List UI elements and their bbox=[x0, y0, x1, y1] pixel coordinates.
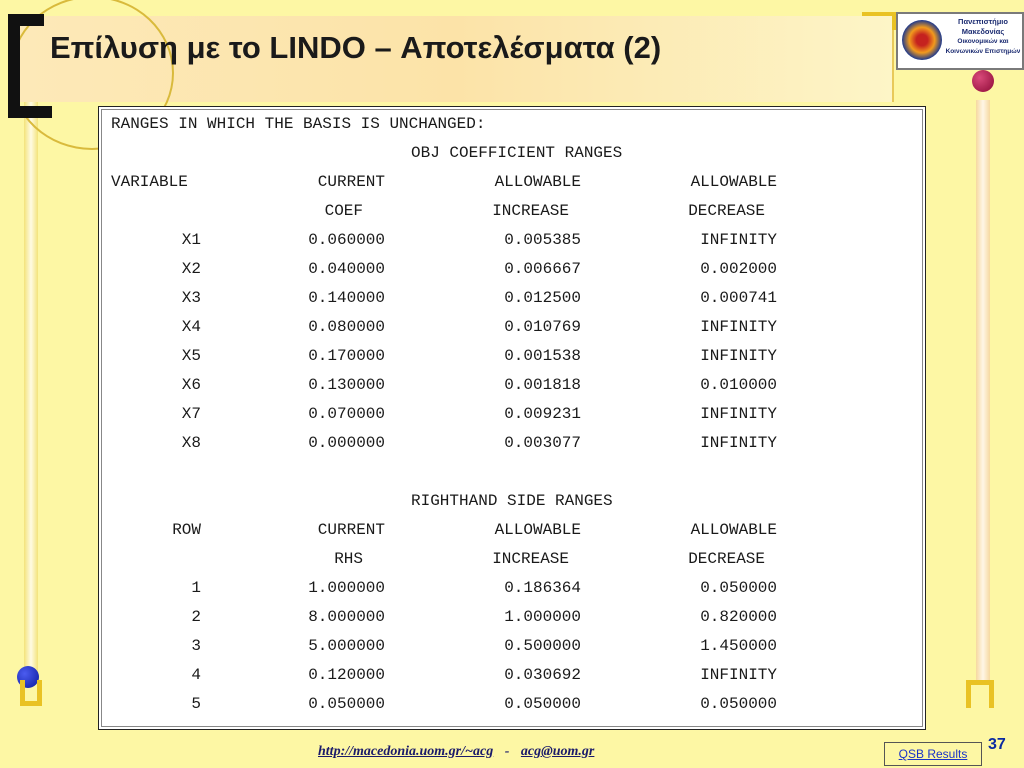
obj-table-cell: 0.070000 bbox=[308, 405, 385, 423]
footer-links: http://macedonia.uom.gr/~acg - acg@uom.gr bbox=[318, 744, 595, 759]
obj-table-cell: 0.001818 bbox=[504, 376, 581, 394]
obj-table-cell: X6 bbox=[181, 376, 201, 394]
rhs-table-cell: 0.030692 bbox=[504, 666, 581, 684]
obj-table-cell: 0.080000 bbox=[308, 318, 385, 336]
rhs-table-cell: 0.050000 bbox=[308, 695, 385, 713]
obj-table-cell: X8 bbox=[181, 434, 201, 452]
bracket-decor bbox=[8, 14, 28, 118]
site-link[interactable]: http://macedonia.uom.gr/~acg bbox=[318, 744, 494, 759]
obj-table-cell: 0.006667 bbox=[504, 260, 581, 278]
obj-table-cell: 0.002000 bbox=[700, 260, 777, 278]
obj-table-cell: 0.040000 bbox=[308, 260, 385, 278]
rhs-table-cell: 0.120000 bbox=[308, 666, 385, 684]
obj-table-cell: X4 bbox=[181, 318, 201, 336]
email-link[interactable]: acg@uom.gr bbox=[520, 744, 595, 759]
obj-table-cell: INFINITY bbox=[700, 318, 777, 336]
rhs-table-cell: 2 bbox=[191, 608, 201, 626]
corner-decor-bottom-left bbox=[20, 680, 42, 706]
obj-table-cell: 0.010769 bbox=[504, 318, 581, 336]
corner-decor-bottom-right bbox=[966, 680, 994, 708]
rhs-table-cell: 8.000000 bbox=[308, 608, 385, 626]
qsb-results-button[interactable]: QSB Results bbox=[884, 742, 982, 766]
obj-header-cell: ALLOWABLE bbox=[690, 173, 777, 191]
rhs-table-cell: 1.450000 bbox=[700, 637, 777, 655]
obj-table-cell: X7 bbox=[181, 405, 201, 423]
rhs-header-cell: RHS bbox=[334, 550, 363, 568]
obj-header-cell: COEF bbox=[324, 202, 363, 220]
rhs-header-cell: CURRENT bbox=[317, 521, 385, 539]
right-decor-bar bbox=[976, 100, 990, 680]
rhs-header-cell: ALLOWABLE bbox=[494, 521, 581, 539]
rhs-section-title: RIGHTHAND SIDE RANGES bbox=[411, 492, 613, 510]
obj-table-cell: X3 bbox=[181, 289, 201, 307]
rhs-header-cell: DECREASE bbox=[688, 550, 765, 568]
obj-header-cell: VARIABLE bbox=[111, 173, 188, 191]
rhs-table-cell: 1 bbox=[191, 579, 201, 597]
obj-header-cell: ALLOWABLE bbox=[494, 173, 581, 191]
obj-table-cell: 0.170000 bbox=[308, 347, 385, 365]
rhs-table-cell: 3 bbox=[191, 637, 201, 655]
rhs-table-cell: 0.050000 bbox=[504, 695, 581, 713]
obj-table-cell: X1 bbox=[181, 231, 201, 249]
obj-table-cell: 0.001538 bbox=[504, 347, 581, 365]
obj-table-cell: 0.003077 bbox=[504, 434, 581, 452]
emblem-icon bbox=[902, 20, 942, 60]
rhs-table-cell: 1.000000 bbox=[504, 608, 581, 626]
obj-table-cell: 0.000000 bbox=[308, 434, 385, 452]
obj-table-cell: 0.130000 bbox=[308, 376, 385, 394]
obj-table-cell: X2 bbox=[181, 260, 201, 278]
obj-header-cell: INCREASE bbox=[492, 202, 569, 220]
rhs-table-cell: 1.000000 bbox=[308, 579, 385, 597]
corner-decor bbox=[862, 12, 896, 30]
rhs-header-cell: ROW bbox=[172, 521, 201, 539]
obj-header-cell: CURRENT bbox=[317, 173, 385, 191]
rhs-table-cell: 0.050000 bbox=[700, 579, 777, 597]
obj-table-cell: 0.000741 bbox=[700, 289, 777, 307]
obj-section-title: OBJ COEFFICIENT RANGES bbox=[411, 144, 623, 162]
rhs-header-cell: ALLOWABLE bbox=[690, 521, 777, 539]
rhs-table-cell: 5 bbox=[191, 695, 201, 713]
university-logo bbox=[896, 12, 1024, 70]
red-dot-decor bbox=[972, 70, 994, 92]
slide-title: Επίλυση με το LINDO – Αποτελέσματα (2) bbox=[50, 30, 662, 65]
obj-table-cell: 0.012500 bbox=[504, 289, 581, 307]
obj-table-cell: X5 bbox=[181, 347, 201, 365]
obj-table-cell: INFINITY bbox=[700, 405, 777, 423]
obj-table-cell: 0.010000 bbox=[700, 376, 777, 394]
rhs-header-cell: INCREASE bbox=[492, 550, 569, 568]
rhs-table-cell: 4 bbox=[191, 666, 201, 684]
rhs-table-cell: 0.820000 bbox=[700, 608, 777, 626]
obj-table-cell: INFINITY bbox=[700, 231, 777, 249]
rhs-table-cell: INFINITY bbox=[700, 666, 777, 684]
rhs-table-cell: 0.050000 bbox=[700, 695, 777, 713]
rhs-table-cell: 0.500000 bbox=[504, 637, 581, 655]
left-decor-bar bbox=[24, 100, 38, 680]
logo-text: Πανεπιστήμιο Μακεδονίας Οικονομικών και Κοινωνικών Επιστημών bbox=[945, 17, 1021, 55]
page-number: 37 bbox=[988, 736, 1006, 753]
obj-table-cell: INFINITY bbox=[700, 347, 777, 365]
obj-table-cell: 0.009231 bbox=[504, 405, 581, 423]
obj-header-cell: DECREASE bbox=[688, 202, 765, 220]
obj-table-cell: INFINITY bbox=[700, 434, 777, 452]
obj-table-cell: 0.060000 bbox=[308, 231, 385, 249]
output-header: RANGES IN WHICH THE BASIS IS UNCHANGED: bbox=[111, 115, 486, 133]
rhs-table-cell: 5.000000 bbox=[308, 637, 385, 655]
obj-table-cell: 0.005385 bbox=[504, 231, 581, 249]
obj-table-cell: 0.140000 bbox=[308, 289, 385, 307]
lindo-output-panel bbox=[98, 106, 926, 730]
rhs-table-cell: 0.186364 bbox=[504, 579, 581, 597]
